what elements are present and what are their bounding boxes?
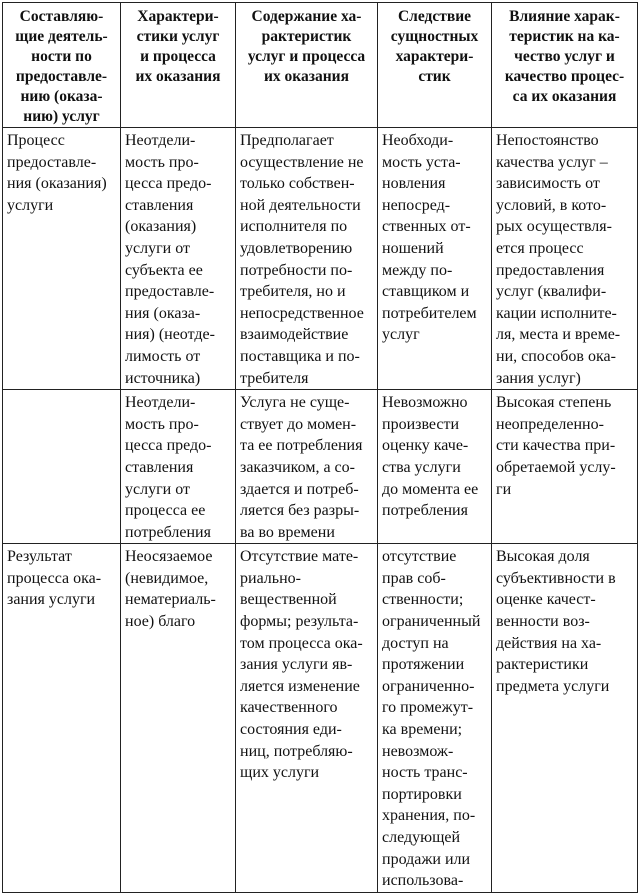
header-components: Составляю- щие деятель- ности по предоставле- нию (оказа- нию) услуг (3, 3, 121, 128)
table-cell: Необходи- мость уста- новления непосред- ственных от- ношений между по- ставщиком и потребителем услуг (378, 128, 492, 390)
table-cell: Неосязаемое (невидимое, нематериаль- ное) благо (121, 544, 236, 893)
services-characteristics-table (2, 2, 638, 893)
table-cell: Высокая степень неопределенно- сти качества при- обретаемой услу- ги (492, 390, 638, 544)
header-influence: Влияние харак- теристик на ка- чество услуг и качество процес- са их оказания (492, 3, 638, 128)
table-cell: Результат процесса ока- зания услуги (3, 544, 121, 893)
header-characteristics: Характери- стики услуг и процесса их оказания (121, 3, 236, 128)
table-cell: Процесс предоставле- ния (оказания) услуги (3, 128, 121, 390)
header-content: Содержание ха- рактеристик услуг и процесса их оказания (236, 3, 378, 128)
table-cell (3, 390, 121, 544)
table-row (3, 544, 638, 893)
table-header-row (3, 3, 638, 128)
table-cell: Услуга не суще- ствует до момен- та ее потребления заказчиком, а со- здается и потреб- ляется без разры- ва во времени (236, 390, 378, 544)
table-row (3, 128, 638, 390)
table-cell: Неотдели- мость про- цесса предо- ставления (оказания) услуги от субъекта ее предоставле- ния (оказа- ния) (неотде- лимость от источника) (121, 128, 236, 390)
table-cell: отсутствие прав соб- ственности; ограниченный доступ на протяжении ограниченно- го промежут- ка времени; невозмож- ность транс- портировки хранения, по- следующей продажи или использова- (378, 544, 492, 893)
header-consequence: Следствие сущностных характери- стик (378, 3, 492, 128)
table-cell: Отсутствие мате- риально- вещественной формы; результа- том процесса ока- зания услуги яв- ляется изменение качественного состояния еди- ниц, потребляю- щих услуги (236, 544, 378, 893)
table-cell: Высокая доля субъективности в оценке качест- венности воз- действия на ха- рактеристики предмета услуги (492, 544, 638, 893)
table-cell: Предполагает осуществление не только собствен- ной деятельности исполнителя по удовлетворению потребности по- требителя, но и непосредственное взаимодействие поставщика и по- требителя (236, 128, 378, 390)
table-cell: Непостоянство качества услуг – зависимость от условий, в кото- рых осуществля- ется процесс предоставления услуг (квалифи- кации исполните- ля, места и време- ни, способов ока- зания услуг) (492, 128, 638, 390)
table-row (3, 390, 638, 544)
table-cell: Невозможно произвести оценку каче- ства услуги до момента ее потребления (378, 390, 492, 544)
table-cell: Неотдели- мость про- цесса предо- ставления услуги от процесса ее потребления (121, 390, 236, 544)
